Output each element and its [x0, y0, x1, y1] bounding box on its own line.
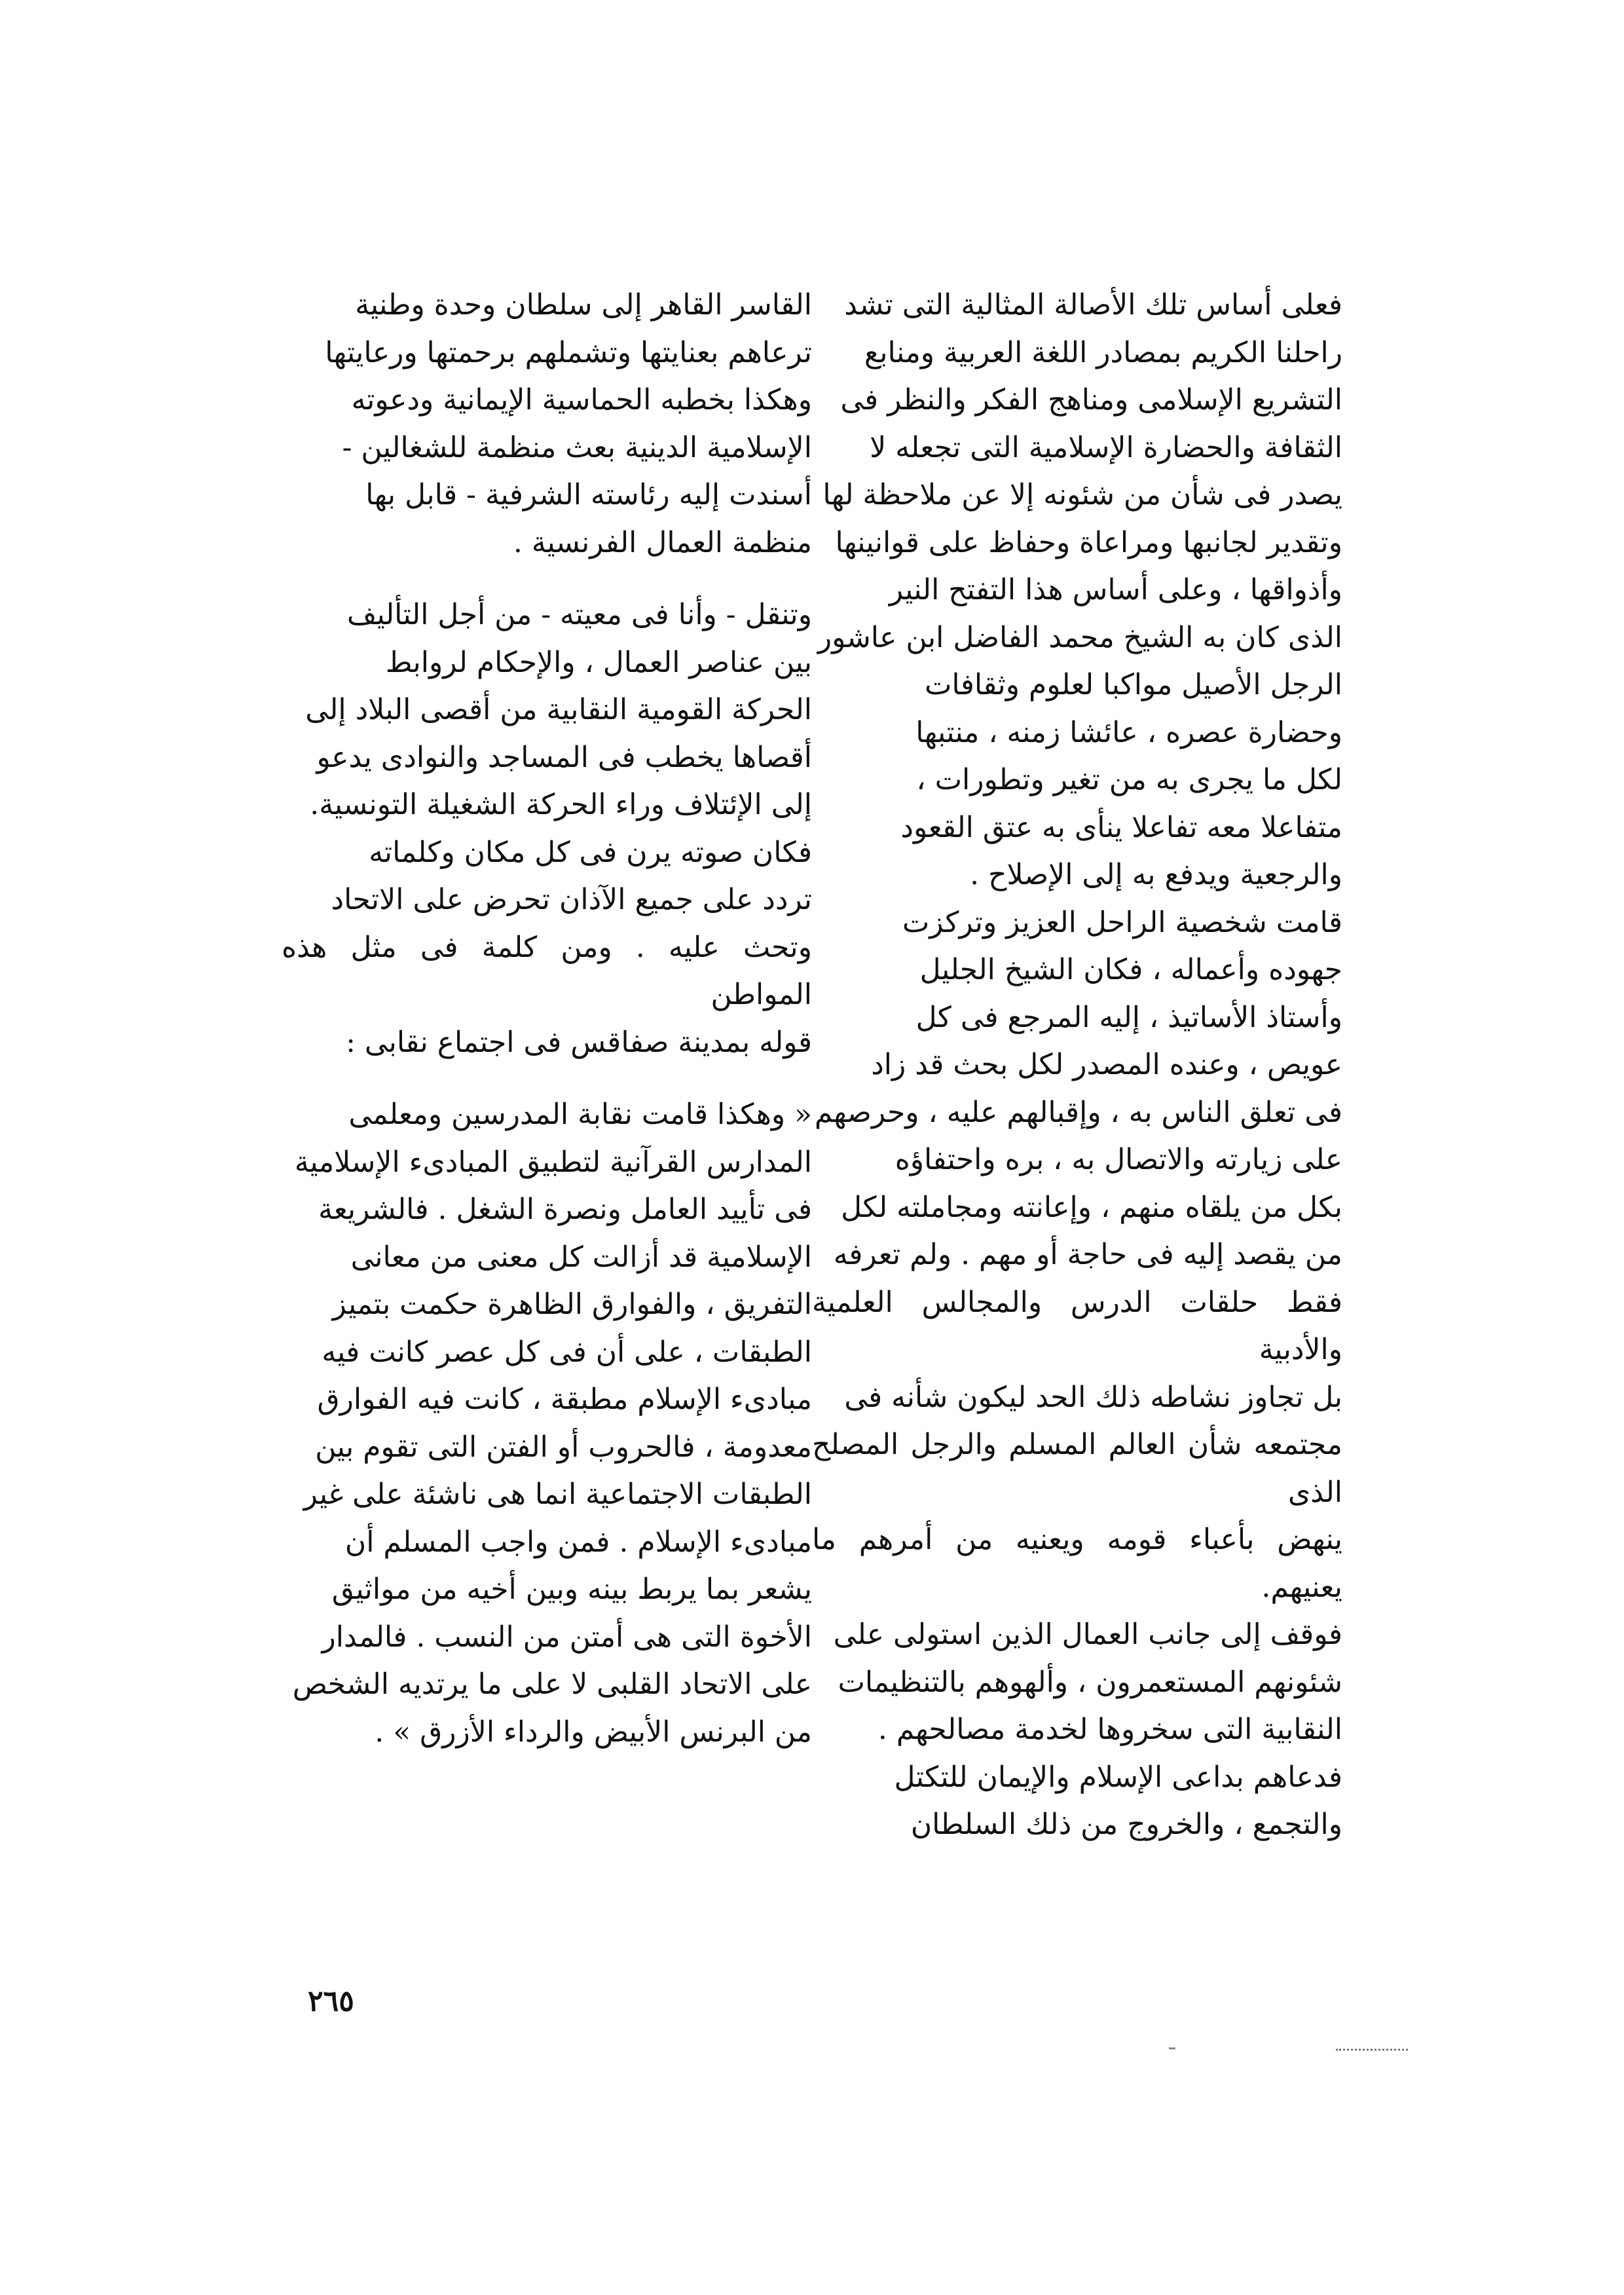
left-column-quotation-paragraph: « وهكذا قامت نقابة المدرسين ومعلمى المدارس القرآنية لتطبيق المبادىء الإسلامية فى تأييد العامل ونصرة الشغل . فالشريعة الإسلامية قد أزالت كل معنى من معانى التفريق ، والفوارق الظاهرة حكمت بتميز الطبقات ، على أن فى كل عصر كانت فيه مبادىء الإسلام مطبقة ، كانت فيه الفوارق معدومة ، فالحروب أو الفتن التى تقوم بين الطبقات الاجتماعية انما هى ناشئة على غير مبادىء الإسلام . فمن واجب المسلم أن يشعر بما يربط بينه وبين أخيه من مواثيق الأخوة التى هى أمتن من النسب . فالمدار على الاتحاد القلبى لا على ما يرتديه الشخص من البرنس الأبيض والرداء الأزرق » .: [292, 1098, 812, 1749]
right-column-paragraph-2: قامت شخصية الراحل العزيز وتركزت جهوده وأعماله ، فكان الشيخ الجليل وأستاذ الأساتيذ ، إليه المرجع فى كل عويص ، وعنده المصدر لكل بحث قد زاد فى تعلق الناس به ، وإقبالهم عليه ، وحرصهم على زيارته والاتصال به ، بره واحتفاؤه بكل من يلقاه منهم ، وإعانته ومجاملته لكل من يقصد إليه فى حاجة أو مهم . ولم تعرفه فقط حلقات الدرس والمجالس العلمية والأدبية بل تجاوز نشاطه ذلك الحد ليكون شأنه فى مجتمعه شأن العالم المسلم والرجل المصلح الذى ينهض بأعباء قومه ويعنيه من أمرهم ما يعنيهم. فوقف إلى جانب العمال الذين استولى على شئونهم المستعمرون ، وألهوهم بالتنظيمات النقابية التى سخروها لخدمة مصالحهم . فدعاهم بداعى الإسلام والإيمان للتكتل والتجمع ، والخروج من ذلك السلطان: [812, 905, 1342, 1841]
left-text-column: [282, 282, 812, 1756]
scan-artifact-dash: [1336, 2049, 1408, 2051]
left-column-paragraph-2: وتنقل - وأنا فى معيته - من أجل التأليف بين عناصر العمال ، والإحكام لروابط الحركة القومية النقابية من أقصى البلاد إلى أقصاها يخطب فى المساجد والنوادى يدعو إلى الإئتلاف وراء الحركة الشغيلة التونسية. فكان صوته يرن فى كل مكان وكلماته تردد على جميع الآذان تحرض على الاتحاد وتحث عليه . ومن كلمة فى مثل هذه المواطن قوله بمدينة صفاقس فى اجتماع نقابى :: [282, 598, 812, 1059]
scan-artifact-dot: [1169, 2047, 1175, 2049]
right-text-column: [812, 282, 1342, 1849]
left-column-paragraph-1: القاسر القاهر إلى سلطان وحدة وطنية ترعاهم بعنايتها وتشملهم برحمتها ورعايتها وهكذا بخطبه الحماسية الإيمانية ودعوته الإسلامية الدينية بعث منظمة للشغالين - أسندت إليه رئاسته الشرفية - قابل بها منظمة العمال الفرنسية .: [325, 288, 812, 559]
page-number: ٢٦٥: [308, 1985, 354, 2018]
right-column-paragraph-1: فعلى أساس تلك الأصالة المثالية التى تشد راحلنا الكريم بمصادر اللغة العربية ومنابع التشريع الإسلامى ومناهج الفكر والنظر فى الثقافة والحضارة الإسلامية التى تجعله لا يصدر فى شأن من شئونه إلا عن ملاحظة لها وتقدير لجانبها ومراعاة وحفاظ على قوانينها وأذواقها ، وعلى أساس هذا التفتح النير الذى كان به الشيخ محمد الفاضل ابن عاشور الرجل الأصيل مواكبا لعلوم وثقافات وحضارة عصره ، عائشا زمنه ، منتبها لكل ما يجرى به من تغير وتطورات ، متفاعلا معه تفاعلا ينأى به عتق القعود والرجعية ويدفع به إلى الإصلاح .: [817, 288, 1342, 891]
